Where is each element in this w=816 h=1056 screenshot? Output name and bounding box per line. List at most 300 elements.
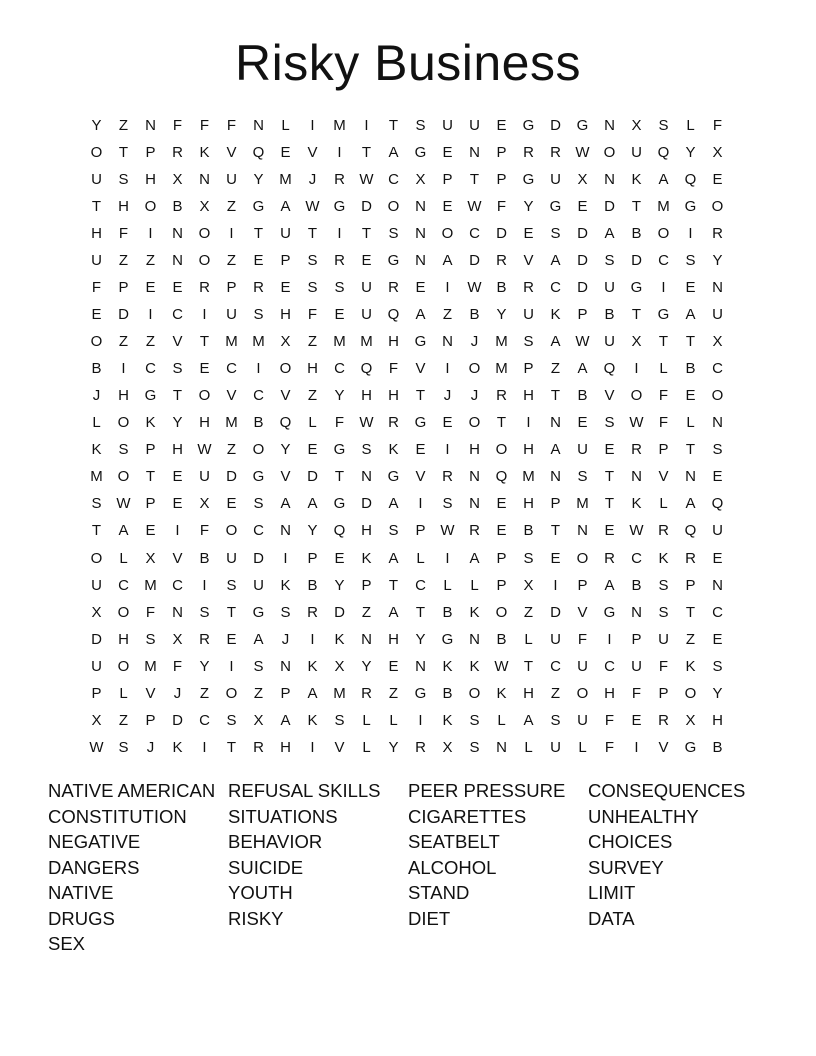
grid-letter: N xyxy=(172,603,183,621)
grid-letter: X xyxy=(334,657,345,675)
grid-letter: B xyxy=(199,549,210,567)
grid-letter: B xyxy=(523,522,534,540)
grid-row xyxy=(83,490,731,517)
grid-letter: R xyxy=(631,441,642,459)
grid-letter: C xyxy=(604,657,615,675)
grid-letter: E xyxy=(226,495,237,513)
grid-letter: W xyxy=(467,198,482,216)
grid-letter: K xyxy=(91,441,102,459)
grid-letter: P xyxy=(496,171,507,189)
grid-letter: C xyxy=(550,279,561,297)
grid-letter: Y xyxy=(712,684,723,702)
grid-letter: O xyxy=(117,603,130,621)
grid-letter: Y xyxy=(415,630,426,648)
word-list-item: NATIVE AMERICAN xyxy=(48,780,216,801)
grid-letter: E xyxy=(307,441,318,459)
grid-letter: I xyxy=(121,360,126,378)
grid-letter: P xyxy=(145,441,156,459)
grid-letter: G xyxy=(414,684,427,702)
grid-letter: N xyxy=(712,279,723,297)
grid-letter: E xyxy=(577,414,588,432)
grid-letter: T xyxy=(361,225,372,243)
grid-letter: J xyxy=(470,387,479,405)
grid-letter: U xyxy=(361,306,372,324)
grid-letter: S xyxy=(118,441,129,459)
word-list-item: DATA xyxy=(588,907,635,929)
grid-letter: V xyxy=(226,144,237,162)
grid-letter: I xyxy=(310,630,315,648)
grid-letter: P xyxy=(415,522,426,540)
grid-letter: F xyxy=(91,279,102,297)
grid-letter: M xyxy=(252,333,265,351)
grid-letter: N xyxy=(631,468,642,486)
grid-letter: R xyxy=(388,414,399,432)
grid-letter: R xyxy=(712,225,723,243)
grid-letter: D xyxy=(496,225,507,243)
grid-row xyxy=(83,626,731,653)
grid-letter: N xyxy=(199,171,210,189)
grid-letter: N xyxy=(685,468,696,486)
grid-letter: O xyxy=(468,414,481,432)
grid-letter: M xyxy=(225,333,238,351)
grid-letter: Y xyxy=(91,117,102,135)
grid-letter: A xyxy=(442,252,453,270)
grid-letter: P xyxy=(361,576,372,594)
word-list-item: CHOICES xyxy=(588,831,673,852)
grid-letter: X xyxy=(199,198,210,216)
grid-letter: U xyxy=(226,306,237,324)
grid-row xyxy=(83,463,731,490)
grid-letter: Z xyxy=(523,603,534,621)
grid-letter: E xyxy=(280,144,291,162)
grid-letter: M xyxy=(144,657,157,675)
grid-letter: I xyxy=(310,117,315,135)
grid-letter: Z xyxy=(118,117,129,135)
grid-letter: S xyxy=(712,441,723,459)
grid-letter: N xyxy=(577,522,588,540)
grid-letter: Q xyxy=(603,360,616,378)
grid-letter: P xyxy=(91,684,102,702)
grid-letter: S xyxy=(280,603,291,621)
grid-letter: W xyxy=(197,441,212,459)
grid-letter: G xyxy=(657,306,670,324)
grid-letter: U xyxy=(550,171,561,189)
grid-letter: M xyxy=(360,333,373,351)
grid-letter: X xyxy=(172,171,183,189)
grid-letter: I xyxy=(445,360,450,378)
grid-letter: G xyxy=(684,738,697,756)
grid-letter: S xyxy=(523,333,534,351)
grid-letter: N xyxy=(253,117,264,135)
grid-letter: V xyxy=(172,549,183,567)
grid-letter: V xyxy=(415,360,426,378)
grid-letter: H xyxy=(523,387,534,405)
grid-letter: O xyxy=(279,360,292,378)
grid-letter: T xyxy=(226,738,237,756)
grid-letter: K xyxy=(658,549,669,567)
grid-letter: E xyxy=(172,468,183,486)
grid-letter: O xyxy=(630,387,643,405)
grid-letter: V xyxy=(658,468,669,486)
grid-letter: U xyxy=(550,738,561,756)
grid-letter: E xyxy=(712,171,723,189)
grid-letter: K xyxy=(388,441,399,459)
grid-letter: I xyxy=(445,549,450,567)
grid-letter: X xyxy=(685,711,696,729)
grid-letter: T xyxy=(415,387,426,405)
grid-letter: O xyxy=(198,225,211,243)
grid-letter: T xyxy=(631,198,642,216)
grid-letter: K xyxy=(334,630,345,648)
grid-letter: A xyxy=(604,576,615,594)
grid-row xyxy=(83,166,731,193)
grid-letter: J xyxy=(173,684,182,702)
grid-letter: Z xyxy=(550,360,561,378)
grid-letter: M xyxy=(333,117,346,135)
grid-letter: H xyxy=(523,441,534,459)
grid-letter: N xyxy=(469,468,480,486)
grid-letter: I xyxy=(175,522,180,540)
grid-row xyxy=(83,220,731,247)
grid-letter: S xyxy=(253,495,264,513)
grid-letter: F xyxy=(388,360,399,378)
grid-letter: F xyxy=(307,306,318,324)
grid-letter: W xyxy=(629,414,644,432)
grid-letter: G xyxy=(144,387,157,405)
grid-letter: F xyxy=(334,414,345,432)
grid-letter: I xyxy=(148,225,153,243)
grid-letter: W xyxy=(305,198,320,216)
grid-letter: O xyxy=(468,684,481,702)
word-list-item: STAND xyxy=(408,882,470,903)
grid-letter: E xyxy=(496,522,507,540)
grid-letter: H xyxy=(280,306,291,324)
grid-letter: E xyxy=(712,468,723,486)
grid-letter: J xyxy=(92,387,101,405)
grid-letter: A xyxy=(388,549,399,567)
word-list-item: CONSEQUENCES xyxy=(588,780,746,801)
word-list-item: REFUSAL SKILLS xyxy=(228,780,381,801)
grid-letter: M xyxy=(144,576,157,594)
grid-letter: B xyxy=(577,387,588,405)
grid-letter: W xyxy=(359,171,374,189)
grid-letter: T xyxy=(685,441,696,459)
grid-letter: O xyxy=(468,360,481,378)
grid-letter: E xyxy=(145,279,156,297)
word-list-item: PEER PRESSURE xyxy=(408,780,566,801)
grid-letter: A xyxy=(577,360,588,378)
grid-letter: E xyxy=(685,279,696,297)
grid-letter: D xyxy=(91,630,102,648)
grid-letter: G xyxy=(387,468,400,486)
grid-letter: I xyxy=(202,576,207,594)
grid-letter: A xyxy=(550,333,561,351)
grid-letter: G xyxy=(252,468,265,486)
grid-letter: R xyxy=(604,549,615,567)
grid-letter: S xyxy=(415,117,426,135)
grid-letter: O xyxy=(117,414,130,432)
grid-letter: I xyxy=(661,279,666,297)
grid-letter: E xyxy=(577,198,588,216)
word-search-grid xyxy=(83,112,731,761)
grid-letter: W xyxy=(575,333,590,351)
grid-letter: E xyxy=(253,252,264,270)
grid-letter: S xyxy=(145,630,156,648)
grid-letter: X xyxy=(577,171,588,189)
grid-row xyxy=(83,517,731,544)
grid-letter: X xyxy=(145,549,156,567)
grid-letter: N xyxy=(604,117,615,135)
grid-letter: L xyxy=(524,630,533,648)
grid-letter: Q xyxy=(684,171,697,189)
grid-letter: B xyxy=(712,738,723,756)
grid-letter: R xyxy=(550,144,561,162)
grid-letter: R xyxy=(307,603,318,621)
grid-letter: I xyxy=(337,225,342,243)
grid-letter: A xyxy=(388,603,399,621)
grid-letter: S xyxy=(604,414,615,432)
grid-row xyxy=(83,734,731,761)
grid-letter: Y xyxy=(253,171,264,189)
grid-letter: F xyxy=(712,117,723,135)
word-list-item: LIMIT xyxy=(588,882,636,903)
grid-letter: I xyxy=(445,441,450,459)
grid-letter: I xyxy=(445,279,450,297)
grid-letter: E xyxy=(496,117,507,135)
grid-letter: F xyxy=(658,414,669,432)
grid-letter: H xyxy=(118,387,129,405)
grid-letter: U xyxy=(550,630,561,648)
grid-letter: C xyxy=(118,576,129,594)
grid-row xyxy=(83,572,731,599)
grid-letter: U xyxy=(253,576,264,594)
grid-letter: T xyxy=(685,603,696,621)
grid-letter: D xyxy=(469,252,480,270)
grid-letter: B xyxy=(631,225,642,243)
grid-letter: S xyxy=(604,252,615,270)
grid-letter: N xyxy=(361,630,372,648)
grid-letter: U xyxy=(361,279,372,297)
grid-letter: Q xyxy=(387,306,400,324)
grid-letter: U xyxy=(631,144,642,162)
grid-letter: E xyxy=(523,225,534,243)
grid-letter: R xyxy=(253,279,264,297)
grid-letter: A xyxy=(523,711,534,729)
grid-letter: F xyxy=(226,117,237,135)
grid-letter: E xyxy=(685,387,696,405)
grid-letter: V xyxy=(415,468,426,486)
grid-letter: G xyxy=(414,144,427,162)
grid-letter: U xyxy=(91,252,102,270)
grid-letter: P xyxy=(496,144,507,162)
grid-letter: S xyxy=(658,603,669,621)
grid-letter: F xyxy=(604,738,615,756)
grid-letter: Z xyxy=(388,684,399,702)
grid-letter: J xyxy=(146,738,155,756)
grid-letter: T xyxy=(415,603,426,621)
grid-letter: A xyxy=(469,549,480,567)
grid-letter: X xyxy=(199,495,210,513)
grid-row xyxy=(83,328,731,355)
grid-letter: T xyxy=(550,522,561,540)
grid-letter: H xyxy=(469,441,480,459)
grid-letter: Z xyxy=(118,252,129,270)
grid-letter: G xyxy=(522,171,535,189)
grid-letter: T xyxy=(658,333,669,351)
grid-letter: O xyxy=(657,225,670,243)
grid-letter: O xyxy=(576,549,589,567)
grid-letter: P xyxy=(577,576,588,594)
grid-letter: W xyxy=(494,657,509,675)
grid-letter: R xyxy=(172,144,183,162)
grid-letter: B xyxy=(442,684,453,702)
grid-letter: S xyxy=(226,711,237,729)
grid-letter: A xyxy=(280,198,291,216)
grid-letter: H xyxy=(712,711,723,729)
grid-letter: O xyxy=(387,198,400,216)
grid-letter: R xyxy=(442,468,453,486)
grid-letter: N xyxy=(415,225,426,243)
grid-letter: Y xyxy=(307,522,318,540)
grid-letter: E xyxy=(550,549,561,567)
grid-letter: T xyxy=(550,387,561,405)
word-list-item: UNHEALTHY xyxy=(588,805,699,827)
grid-letter: M xyxy=(90,468,103,486)
grid-letter: F xyxy=(631,684,642,702)
grid-letter: P xyxy=(658,441,669,459)
grid-letter: Q xyxy=(252,144,265,162)
grid-letter: T xyxy=(226,603,237,621)
grid-letter: R xyxy=(415,738,426,756)
grid-letter: Y xyxy=(523,198,534,216)
grid-letter: C xyxy=(145,360,156,378)
grid-letter: U xyxy=(226,549,237,567)
grid-letter: B xyxy=(172,198,183,216)
grid-letter: U xyxy=(712,306,723,324)
grid-letter: D xyxy=(226,468,237,486)
grid-row xyxy=(83,680,731,707)
word-list-item: ALCOHOL xyxy=(408,856,497,878)
grid-letter: N xyxy=(550,468,561,486)
grid-letter: L xyxy=(470,576,479,594)
grid-letter: X xyxy=(523,576,534,594)
grid-letter: U xyxy=(523,306,534,324)
grid-letter: E xyxy=(604,522,615,540)
grid-letter: O xyxy=(90,333,103,351)
grid-letter: S xyxy=(469,711,480,729)
grid-letter: I xyxy=(526,414,531,432)
grid-letter: N xyxy=(145,117,156,135)
grid-letter: E xyxy=(226,630,237,648)
grid-letter: B xyxy=(685,360,696,378)
grid-letter: K xyxy=(496,684,507,702)
grid-letter: E xyxy=(442,144,453,162)
grid-letter: U xyxy=(712,522,723,540)
grid-letter: I xyxy=(337,144,342,162)
grid-letter: J xyxy=(470,333,479,351)
grid-letter: E xyxy=(496,495,507,513)
grid-letter: K xyxy=(685,657,696,675)
grid-letter: M xyxy=(333,333,346,351)
grid-row xyxy=(83,112,731,139)
grid-letter: D xyxy=(253,549,264,567)
grid-letter: I xyxy=(634,738,639,756)
grid-letter: H xyxy=(388,387,399,405)
grid-letter: P xyxy=(280,684,291,702)
grid-letter: V xyxy=(172,333,183,351)
grid-letter: P xyxy=(118,279,129,297)
grid-letter: E xyxy=(199,360,210,378)
grid-letter: W xyxy=(467,279,482,297)
grid-letter: L xyxy=(416,549,425,567)
grid-letter: O xyxy=(495,603,508,621)
grid-letter: N xyxy=(631,603,642,621)
grid-row xyxy=(83,382,731,409)
grid-letter: B xyxy=(442,603,453,621)
grid-letter: S xyxy=(685,252,696,270)
grid-letter: G xyxy=(630,279,643,297)
grid-letter: G xyxy=(333,441,346,459)
grid-letter: A xyxy=(388,495,399,513)
grid-letter: O xyxy=(117,657,130,675)
grid-letter: O xyxy=(603,144,616,162)
grid-letter: W xyxy=(89,738,104,756)
grid-letter: X xyxy=(172,630,183,648)
grid-letter: Z xyxy=(226,252,237,270)
grid-letter: R xyxy=(361,684,372,702)
grid-letter: F xyxy=(496,198,507,216)
grid-letter: B xyxy=(604,306,615,324)
grid-letter: S xyxy=(523,549,534,567)
grid-letter: V xyxy=(604,387,615,405)
grid-letter: I xyxy=(148,306,153,324)
grid-letter: L xyxy=(362,738,371,756)
grid-letter: F xyxy=(118,225,129,243)
grid-letter: U xyxy=(577,441,588,459)
word-list-item: SITUATIONS xyxy=(228,805,338,827)
grid-letter: K xyxy=(307,657,318,675)
grid-letter: G xyxy=(441,630,454,648)
grid-letter: A xyxy=(550,441,561,459)
grid-letter: L xyxy=(92,414,101,432)
grid-letter: M xyxy=(333,684,346,702)
grid-letter: X xyxy=(415,171,426,189)
grid-letter: Q xyxy=(279,414,292,432)
grid-letter: I xyxy=(553,576,558,594)
grid-letter: E xyxy=(631,711,642,729)
grid-letter: P xyxy=(307,549,318,567)
grid-letter: V xyxy=(658,738,669,756)
grid-letter: N xyxy=(172,225,183,243)
grid-letter: Y xyxy=(334,576,345,594)
grid-letter: G xyxy=(522,117,535,135)
grid-letter: U xyxy=(280,225,291,243)
grid-letter: F xyxy=(172,657,183,675)
grid-letter: D xyxy=(604,198,615,216)
grid-letter: X xyxy=(631,333,642,351)
grid-letter: D xyxy=(631,252,642,270)
grid-letter: L xyxy=(119,684,128,702)
grid-letter: E xyxy=(91,306,102,324)
grid-letter: S xyxy=(442,495,453,513)
grid-letter: I xyxy=(229,657,234,675)
word-list-item: SURVEY xyxy=(588,856,664,878)
grid-letter: M xyxy=(279,171,292,189)
grid-letter: C xyxy=(658,252,669,270)
grid-letter: N xyxy=(496,738,507,756)
grid-letter: Y xyxy=(334,387,345,405)
grid-letter: M xyxy=(657,198,670,216)
